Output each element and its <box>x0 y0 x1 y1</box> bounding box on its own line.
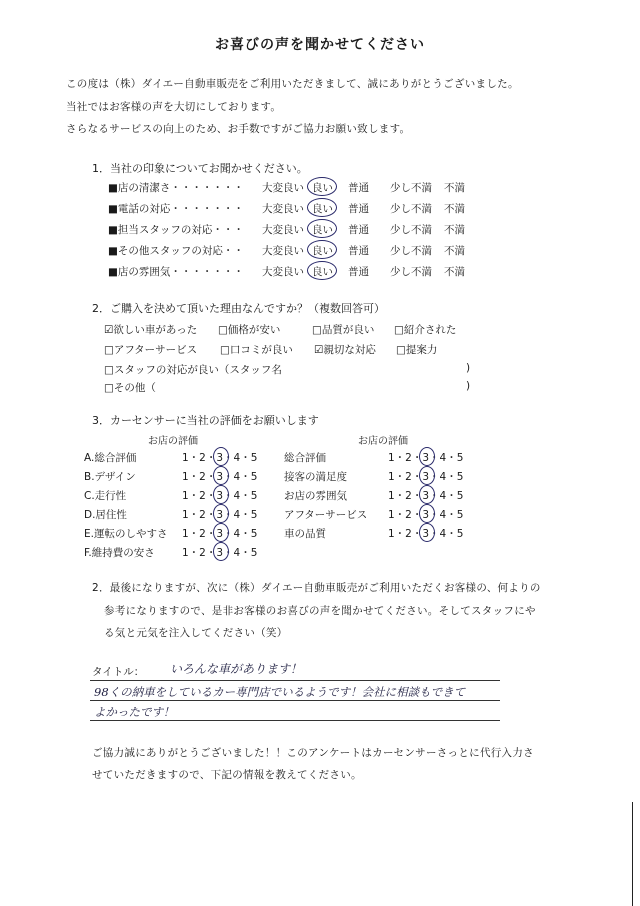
footer-line-1: ご協力誠にありがとうございました！！このアンケートはカーセンサーさっとに代行入力さ <box>92 747 534 759</box>
q3-left-scale[interactable]: 1・2・3・4・5 <box>182 471 258 483</box>
q2-other-close: ) <box>466 380 471 392</box>
q2-option-6[interactable]: □口コミが良い <box>220 344 293 356</box>
q1-scale-option[interactable]: 普通 <box>348 182 369 194</box>
footer-line-2: せていただきますので、下記の情報を教えてください。 <box>92 769 362 781</box>
q3-left-scale[interactable]: 1・2・3・4・5 <box>182 452 258 464</box>
q3-right-selection-circle <box>419 523 435 542</box>
q3-right-label: お店の雰囲気 <box>284 490 347 502</box>
q1-scale-option[interactable]: 大変良い <box>262 245 304 257</box>
q1-selection-circle <box>307 177 337 196</box>
q1-scale-option[interactable]: 少し不満 <box>390 182 432 194</box>
q1-scale-option[interactable]: 不満 <box>444 182 465 194</box>
intro-line-1: この度は（株）ダイエー自動車販売をご利用いただきまして、誠にありがとうございました。 <box>66 78 519 90</box>
answer-text-2[interactable]: よかったです！ <box>94 705 175 719</box>
q1-scale-option[interactable]: 不満 <box>444 224 465 236</box>
q3-right-label: アフターサービス <box>284 509 368 521</box>
q1-row-label: ■店の雰囲気・・・・・・・ <box>108 266 244 278</box>
page-title: お喜びの声を聞かせてください <box>215 37 425 53</box>
q3-left-selection-circle <box>213 447 229 466</box>
q3-left-selection-circle <box>213 542 229 561</box>
q3-row <box>0 545 640 563</box>
q1-scale-option[interactable]: 不満 <box>444 266 465 278</box>
q2-option-8[interactable]: □提案力 <box>396 344 438 356</box>
q3-right-label: 車の品質 <box>284 528 326 540</box>
q1-row-label: ■店の清潔さ・・・・・・・ <box>108 182 244 194</box>
q3-right-scale[interactable]: 1・2・3・4・5 <box>388 528 464 540</box>
q1-scale-option[interactable]: 大変良い <box>262 182 304 194</box>
q1-scale-option[interactable]: 普通 <box>348 203 369 215</box>
q3-left-scale[interactable]: 1・2・3・4・5 <box>182 528 258 540</box>
q2-option-2[interactable]: □価格が安い <box>218 324 281 336</box>
q3-right-selection-circle <box>419 485 435 504</box>
q1-scale-option[interactable]: 良い <box>312 182 333 194</box>
q3-row <box>0 488 640 506</box>
q3-left-label: F.維持費の安さ <box>84 547 155 559</box>
q3-heading: 3．カーセンサーに当社の評価をお願いします <box>92 414 319 427</box>
q3-row <box>0 526 640 544</box>
q3-right-label: 接客の満足度 <box>284 471 347 483</box>
q3-row <box>0 469 640 487</box>
q3-right-selection-circle <box>419 504 435 523</box>
q3-row <box>0 450 640 468</box>
q3-right-label: 総合評価 <box>284 452 326 464</box>
title-answer[interactable]: いろんな車があります！ <box>170 662 303 676</box>
q3-left-selection-circle <box>213 504 229 523</box>
q1-scale-option[interactable]: 少し不満 <box>390 203 432 215</box>
q1-scale-option[interactable]: 少し不満 <box>390 224 432 236</box>
q1-row-label: ■担当スタッフの対応・・・ <box>108 224 244 236</box>
q1-scale-option[interactable]: 少し不満 <box>390 245 432 257</box>
q2-other-option[interactable]: □その他（ <box>104 382 156 394</box>
q1-heading: 1．当社の印象についてお聞かせください。 <box>92 162 308 175</box>
q4-line-3: る気と元気を注入してください（笑） <box>104 627 288 639</box>
q3-left-header: お店の評価 <box>148 436 198 447</box>
q3-left-selection-circle <box>213 466 229 485</box>
q3-right-scale[interactable]: 1・2・3・4・5 <box>388 471 464 483</box>
q3-right-selection-circle <box>419 447 435 466</box>
q3-left-label: A.総合評価 <box>84 452 137 464</box>
q1-scale-option[interactable]: 少し不満 <box>390 266 432 278</box>
intro-line-2: 当社ではお客様の声を大切にしております。 <box>66 101 282 113</box>
q3-left-scale[interactable]: 1・2・3・4・5 <box>182 547 258 559</box>
title-label: タイトル： <box>92 666 145 678</box>
q1-selection-circle <box>307 219 337 238</box>
q1-scale-option[interactable]: 良い <box>312 203 333 215</box>
q3-right-selection-circle <box>419 466 435 485</box>
q1-scale-option[interactable]: 不満 <box>444 203 465 215</box>
q2-staff-close: ) <box>466 362 471 374</box>
q3-right-header: お店の評価 <box>358 436 408 447</box>
q3-left-selection-circle <box>213 523 229 542</box>
q3-left-label: B.デザイン <box>84 471 136 483</box>
q3-left-selection-circle <box>213 485 229 504</box>
q3-left-label: E.運転のしやすさ <box>84 528 168 540</box>
q3-row <box>0 507 640 525</box>
q4-line-1: 2．最後になりますが、次に（株）ダイエー自動車販売がご利用いただくお客様の、何よりの <box>92 582 541 594</box>
answer-text-1[interactable]: 98くの納車をしているカー専門店でいるようです！会社に相談もできて <box>94 685 466 699</box>
q3-left-scale[interactable]: 1・2・3・4・5 <box>182 509 258 521</box>
q1-scale-option[interactable]: 不満 <box>444 245 465 257</box>
q1-selection-circle <box>307 198 337 217</box>
q2-heading: 2．ご購入を決めて頂いた理由なんですか？（複数回答可） <box>92 302 385 315</box>
q2-option-3[interactable]: □品質が良い <box>312 324 375 336</box>
q3-right-scale[interactable]: 1・2・3・4・5 <box>388 490 464 502</box>
q2-option-4[interactable]: □紹介された <box>394 324 457 336</box>
q1-scale-option[interactable]: 良い <box>312 245 333 257</box>
q3-right-scale[interactable]: 1・2・3・4・5 <box>388 509 464 521</box>
answer-line-2 <box>90 700 500 701</box>
q1-scale-option[interactable]: 大変良い <box>262 266 304 278</box>
q1-scale-option[interactable]: 大変良い <box>262 203 304 215</box>
q1-row-label: ■電話の対応・・・・・・・ <box>108 203 244 215</box>
answer-line-1 <box>90 680 500 681</box>
q3-right-scale[interactable]: 1・2・3・4・5 <box>388 452 464 464</box>
q1-selection-circle <box>307 240 337 259</box>
q1-scale-option[interactable]: 普通 <box>348 266 369 278</box>
q2-staff-option[interactable]: □スタッフの対応が良い（スタッフ名 <box>104 364 282 376</box>
page-edge-mark <box>632 802 633 906</box>
q3-left-scale[interactable]: 1・2・3・4・5 <box>182 490 258 502</box>
q1-scale-option[interactable]: 良い <box>312 266 333 278</box>
q1-scale-option[interactable]: 普通 <box>348 224 369 236</box>
q3-left-label: D.居住性 <box>84 509 127 521</box>
q3-left-label: C.走行性 <box>84 490 127 502</box>
q1-scale-option[interactable]: 良い <box>312 224 333 236</box>
q2-option-1[interactable]: ☑欲しい車があった <box>104 324 198 336</box>
q1-scale-option[interactable]: 普通 <box>348 245 369 257</box>
q1-selection-circle <box>307 261 337 280</box>
answer-line-3 <box>90 720 500 721</box>
intro-line-3: さらなるサービスの向上のため、お手数ですがご協力お願い致します。 <box>66 123 411 135</box>
q1-row-label: ■その他スタッフの対応・・ <box>108 245 244 257</box>
q1-scale-option[interactable]: 大変良い <box>262 224 304 236</box>
q2-option-5[interactable]: □アフターサービス <box>104 344 198 356</box>
q2-option-7[interactable]: ☑親切な対応 <box>314 344 376 356</box>
q4-line-2: 参考になりますので、是非お客様のお喜びの声を聞かせてください。そしてスタッフにや <box>104 605 536 617</box>
